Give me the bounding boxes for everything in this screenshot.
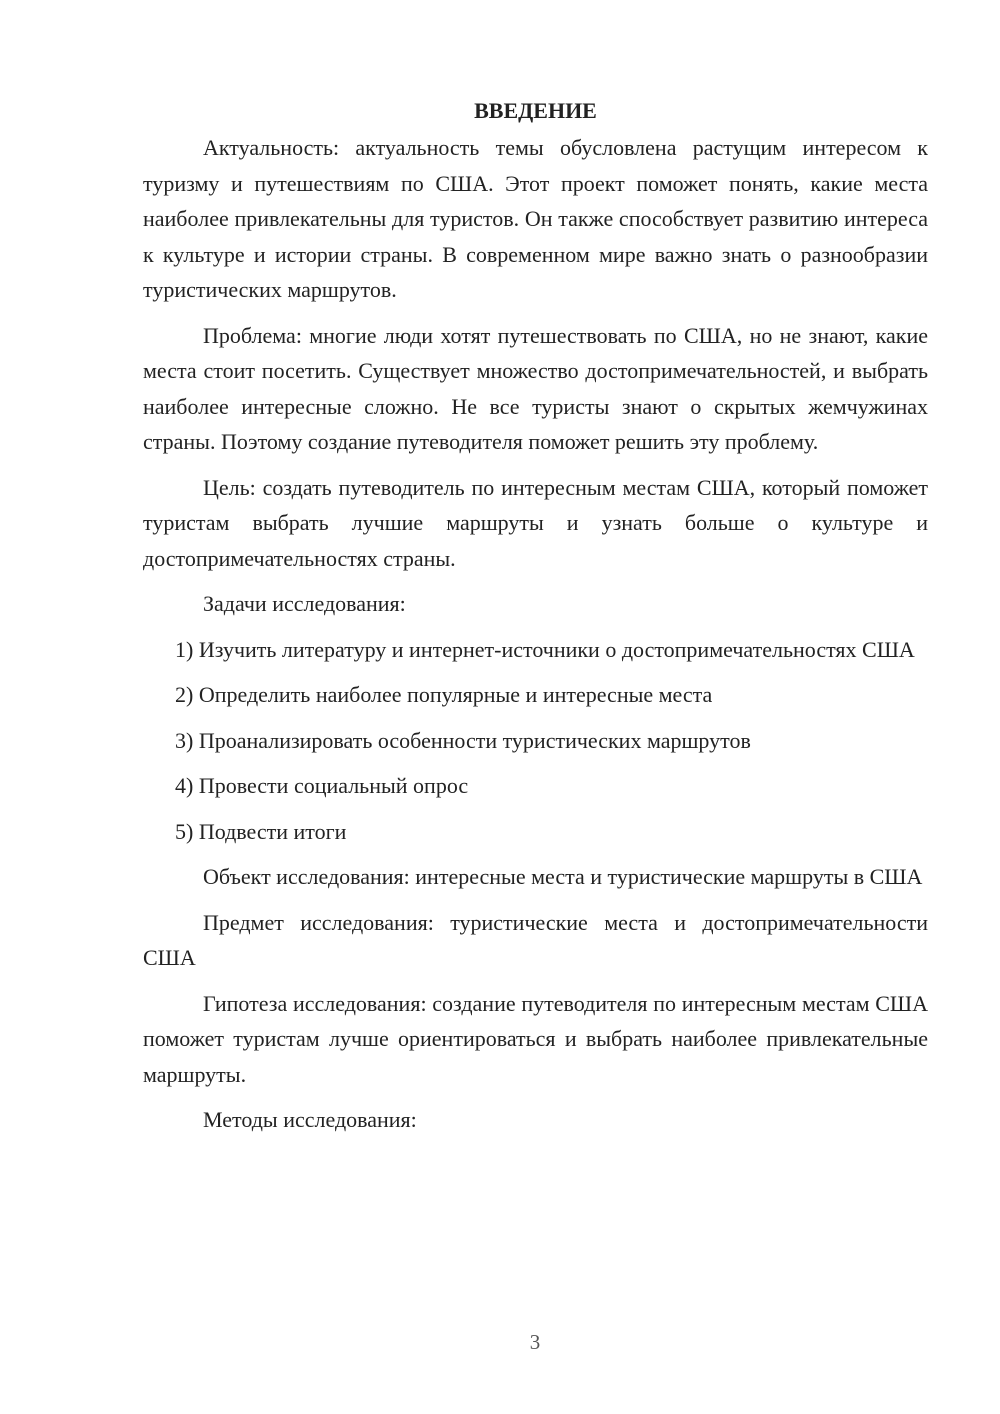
subject-paragraph: Предмет исследования: туристические места и достопримечательности США	[143, 909, 928, 970]
page-number: 3	[529, 1330, 541, 1354]
task-item-1: 1) Изучить литературу и интернет-источники о достопримечательностях США	[175, 636, 915, 662]
task-item-2: 2) Определить наиболее популярные и интересные места	[175, 682, 713, 707]
relevance-paragraph: Актуальность: актуальность темы обусловлена растущим интересом к туризму и путешествиям по США. Этот проект поможет понять, какие места наиболее привлекательны для туристов. Он также способствует развитию интереса к культуре и истории страны. В современном мире важно знать о разнообразии туристических маршрутов.	[143, 135, 928, 302]
document-page	[143, 92, 928, 1148]
methods-heading: Методы исследования:	[203, 1107, 417, 1132]
task-item-4: 4) Провести социальный опрос	[175, 773, 469, 798]
task-item-5: 5) Подвести итоги	[175, 818, 347, 844]
tasks-heading: Задачи исследования:	[203, 591, 406, 616]
goal-paragraph: Цель: создать путеводитель по интересным местам США, который поможет туристам выбрать лучшие маршруты и узнать больше о культуре и достопримечательностях страны.	[143, 474, 928, 571]
page-title: ВВЕДЕНИЕ	[474, 98, 597, 123]
hypothesis-paragraph: Гипотеза исследования: создание путеводителя по интересным местам США поможет туристам лучше ориентироваться и выбрать наиболее привлекательные маршруты.	[143, 990, 928, 1087]
task-item-3: 3) Проанализировать особенности туристических маршрутов	[175, 727, 751, 753]
object-paragraph: Объект исследования: интересные места и туристические маршруты в США	[203, 864, 923, 889]
problem-paragraph: Проблема: многие люди хотят путешествовать по США, но не знают, какие места стоит посетить. Существует множество достопримечательностей, и выбрать наиболее интересные сложно. Не все туристы знают о скрытых жемчужинах страны. Поэтому создание путеводителя поможет решить эту проблему.	[143, 322, 928, 454]
